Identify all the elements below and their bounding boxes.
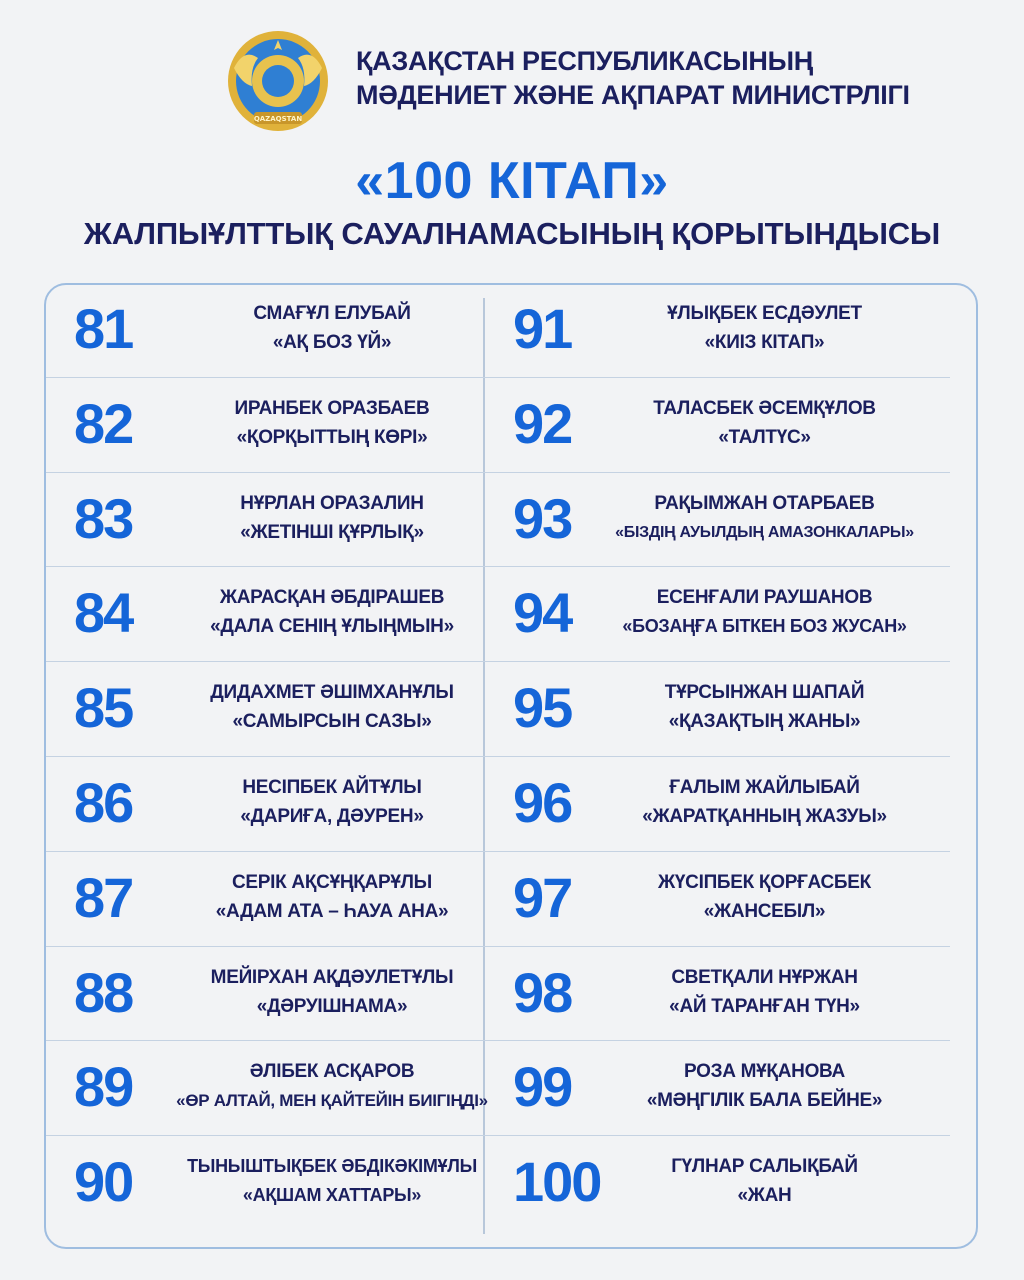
- header: [0, 0, 1024, 140]
- list-item: [485, 378, 950, 473]
- book-title: «АЙ ТАРАНҒАН ТҮН»: [669, 995, 860, 1017]
- book-title: «МӘҢГІЛІК БАЛА БЕЙНЕ»: [646, 1090, 883, 1112]
- page-subtitle: ЖАЛПЫҰЛТТЫҚ САУАЛНАМАСЫНЫҢ ҚОРЫТЫНДЫСЫ: [83, 216, 941, 251]
- rank-number: 87: [74, 865, 133, 929]
- rank-number: 85: [74, 676, 133, 740]
- book-title: «ЖАН: [737, 1185, 792, 1207]
- rank-number: 90: [74, 1150, 133, 1214]
- entry-text: [585, 489, 944, 547]
- ministry-line-1: ҚАЗАҚСТАН РЕСПУБЛИКАСЫНЫҢ: [356, 46, 813, 76]
- list-item: [485, 757, 950, 852]
- author-name: НҰРЛАН ОРАЗАЛИН: [240, 492, 424, 514]
- rank-number: 89: [74, 1055, 133, 1119]
- svg-text:QAZAQSTAN: QAZAQSTAN: [253, 115, 303, 123]
- list-item: [485, 1136, 950, 1231]
- book-title: «ЖЕТІНШІ ҚҰРЛЫҚ»: [240, 521, 424, 543]
- author-name: ДИДАХМЕТ ӘШІМХАНҰЛЫ: [210, 682, 454, 704]
- author-name: ҰЛЫҚБЕК ЕСДӘУЛЕТ: [667, 303, 862, 324]
- rank-number: 91: [513, 297, 572, 360]
- rank-number: 88: [74, 960, 133, 1024]
- book-title: «ДАЛА СЕНІҢ ҰЛЫҢМЫН»: [210, 616, 454, 638]
- list-item: [485, 567, 950, 662]
- book-title: «АДАМ АТА – ҺАУА АНА»: [215, 900, 449, 922]
- list-item: [46, 473, 514, 568]
- book-title: «ДӘРУІШНАМА»: [256, 995, 408, 1017]
- rank-number: 82: [74, 391, 133, 455]
- book-title: «КИІЗ КІТАП»: [704, 332, 825, 353]
- entry-text: [150, 678, 514, 736]
- book-title: «ӨР АЛТАЙ, МЕН ҚАЙТЕЙІН БИІГІҢДІ»: [176, 1091, 488, 1111]
- author-name: ТЫНЫШТЫҚБЕК ӘБДІКӘКІМҰЛЫ: [187, 1156, 477, 1177]
- list-item: [46, 662, 514, 757]
- entry-text: [585, 299, 944, 357]
- rank-number: 95: [513, 676, 572, 740]
- author-name: ТҰРСЫНЖАН ШАПАЙ: [664, 682, 865, 704]
- book-title: «АҚШАМ ХАТТАРЫ»: [242, 1185, 422, 1206]
- entry-text: [150, 1152, 514, 1210]
- entry-text: [150, 489, 514, 547]
- entry-text: [150, 583, 514, 641]
- author-name: СЕРІК АҚСҰҢҚАРҰЛЫ: [232, 871, 432, 893]
- entry-text: [585, 394, 944, 452]
- rank-number: 93: [513, 486, 572, 550]
- author-name: СВЕТҚАЛИ НҰРЖАН: [671, 966, 858, 988]
- rank-number: 99: [513, 1055, 572, 1119]
- entry-text: [585, 963, 944, 1021]
- entry-text: [585, 1152, 944, 1210]
- book-title: «АҚ БОЗ ҮЙ»: [272, 332, 392, 353]
- entry-text: [150, 1057, 514, 1115]
- book-title: «ЖАРАТҚАННЫҢ ЖАЗУЫ»: [642, 805, 887, 827]
- ministry-name: [356, 44, 910, 112]
- left-column: [46, 283, 514, 1231]
- book-title: «ДАРИҒА, ДӘУРЕН»: [240, 805, 424, 827]
- list-item: [46, 283, 514, 378]
- author-name: ГҮЛНАР САЛЫҚБАЙ: [671, 1156, 858, 1178]
- right-column: [485, 283, 950, 1231]
- rank-number: 92: [513, 391, 572, 455]
- list-item: [46, 567, 514, 662]
- list-item: [485, 1041, 950, 1136]
- entry-text: [150, 773, 514, 831]
- rank-number: 83: [74, 486, 133, 550]
- list-item: [485, 283, 950, 378]
- page-title: «100 КІТАП»: [355, 152, 669, 210]
- list-item: [485, 473, 950, 568]
- list-item: [46, 1136, 514, 1231]
- author-name: ИРАНБЕК ОРАЗБАЕВ: [234, 397, 430, 419]
- list-item: [46, 757, 514, 852]
- book-title: «ҚОРҚЫТТЫҢ КӨРІ»: [236, 426, 428, 448]
- list-item: [46, 852, 514, 947]
- book-title: «БОЗАҢҒА БІТКЕН БОЗ ЖУСАН»: [622, 616, 907, 637]
- author-name: РОЗА МҰҚАНОВА: [684, 1061, 845, 1083]
- author-name: ТАЛАСБЕК ӘСЕМҚҰЛОВ: [653, 397, 876, 419]
- list-item: [485, 662, 950, 757]
- author-name: ҒАЛЫМ ЖАЙЛЫБАЙ: [669, 776, 860, 798]
- rank-number: 100: [513, 1150, 601, 1214]
- entry-text: [150, 299, 514, 357]
- rank-number: 94: [513, 581, 572, 645]
- entry-text: [585, 773, 944, 831]
- list-item: [485, 852, 950, 947]
- author-name: ӘЛІБЕК АСҚАРОВ: [249, 1061, 415, 1083]
- entry-text: [150, 963, 514, 1021]
- rank-number: 86: [74, 770, 133, 834]
- ministry-line-2: МӘДЕНИЕТ ЖӘНЕ АҚПАРАТ МИНИСТРЛІГІ: [356, 80, 910, 110]
- author-name: СМАҒҰЛ ЕЛУБАЙ: [253, 303, 411, 324]
- author-name: МЕЙІРХАН АҚДӘУЛЕТҰЛЫ: [210, 966, 454, 988]
- state-emblem-icon: [224, 28, 332, 134]
- list-item: [485, 947, 950, 1042]
- author-name: ЖҮСІПБЕК ҚОРҒАСБЕК: [658, 871, 871, 893]
- book-title: «ҚАЗАҚТЫҢ ЖАНЫ»: [668, 711, 861, 733]
- entry-text: [585, 583, 944, 641]
- entry-text: [150, 394, 514, 452]
- author-name: РАҚЫМЖАН ОТАРБАЕВ: [654, 492, 875, 514]
- list-item: [46, 947, 514, 1042]
- rank-number: 81: [74, 297, 133, 360]
- rank-number: 96: [513, 770, 572, 834]
- entry-text: [150, 868, 514, 926]
- book-title: «ЖАНСЕБІЛ»: [703, 900, 826, 922]
- author-name: ЕСЕНҒАЛИ РАУШАНОВ: [656, 587, 873, 609]
- author-name: ЖАРАСҚАН ӘБДІРАШЕВ: [219, 587, 445, 609]
- entry-text: [585, 868, 944, 926]
- rank-number: 84: [74, 581, 133, 645]
- entry-text: [585, 1057, 944, 1115]
- rank-number: 98: [513, 960, 572, 1024]
- entry-text: [585, 678, 944, 736]
- book-title: «БІЗДІҢ АУЫЛДЫҢ АМАЗОНКАЛАРЫ»: [615, 523, 914, 541]
- list-item: [46, 1041, 514, 1136]
- author-name: НЕСІПБЕК АЙТҰЛЫ: [242, 776, 422, 798]
- list-item: [46, 378, 514, 473]
- book-title: «САМЫРСЫН САЗЫ»: [232, 711, 432, 733]
- rank-number: 97: [513, 865, 572, 929]
- book-title: «ТАЛТҮС»: [718, 426, 811, 448]
